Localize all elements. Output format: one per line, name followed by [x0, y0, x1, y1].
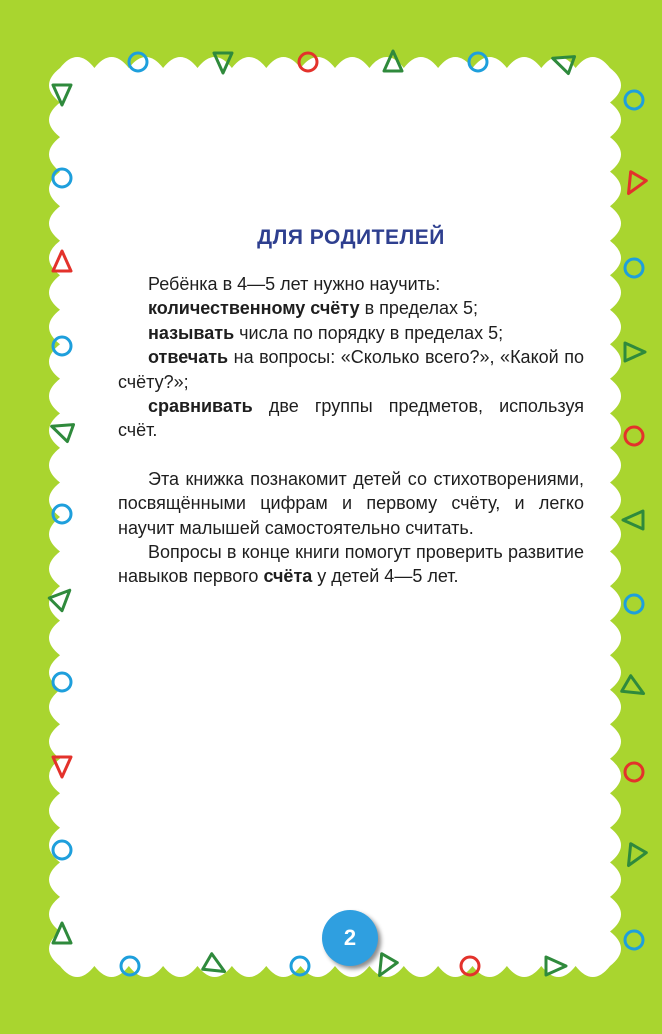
text-run: Вопросы в конце книги помогут проверить развитие навыков первого [118, 542, 584, 587]
paragraph [118, 345, 584, 394]
triangle-shape [621, 172, 647, 198]
paragraph-gap [118, 443, 584, 467]
text-run: Эта книжка познакомит детей со стихотворениями, посвящёнными цифрам и первому счёту, и легко научит малышей самостоятельно считать. [118, 468, 584, 538]
bold-term: сравнивать [148, 396, 253, 417]
bold-term: отвечать [148, 347, 229, 368]
circle-shape [625, 427, 643, 445]
text-run: числа по порядку в пределах 5; [234, 322, 504, 343]
text-run: на вопросы: «Сколько всего?», «Какой по счёту?»; [118, 347, 584, 392]
triangle-shape [621, 844, 647, 870]
paragraph [118, 321, 584, 345]
bold-term: количественному счёту [148, 298, 360, 319]
text-run: в пределах 5; [359, 298, 478, 319]
paragraph [118, 272, 584, 296]
text-run: Ребёнка в 4—5 лет нужно научить: [148, 274, 441, 294]
circle-shape [625, 931, 643, 949]
circle-shape [625, 763, 643, 781]
text-run: две группы предметов, используя счёт. [118, 396, 584, 441]
triangle-shape [622, 676, 648, 702]
paragraph [118, 296, 584, 320]
triangle-shape [623, 511, 643, 529]
paragraph [118, 394, 584, 443]
circle-shape [625, 259, 643, 277]
bold-term: называть [148, 322, 235, 343]
article [118, 226, 584, 589]
paragraph [118, 467, 584, 540]
article-body [118, 272, 584, 589]
page-number: 2 [343, 925, 357, 950]
triangle-shape [625, 343, 645, 361]
page-title: ДЛЯ РОДИТЕЛЕЙ [257, 226, 445, 249]
bold-term: счёта [263, 566, 313, 587]
circle-shape [625, 595, 643, 613]
circle-shape [625, 91, 643, 109]
paragraph [118, 540, 584, 589]
text-run: у детей 4—5 лет. [312, 566, 459, 587]
page-number-badge [322, 910, 378, 966]
